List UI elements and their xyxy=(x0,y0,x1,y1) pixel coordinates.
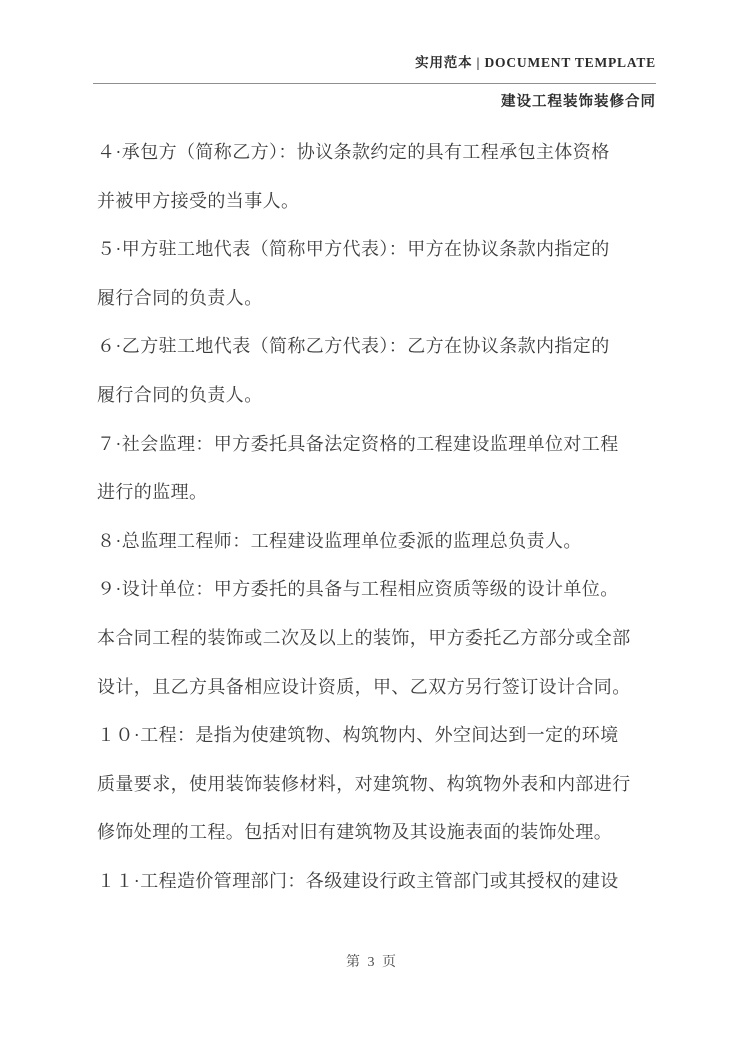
body-line: 进行的监理。 xyxy=(97,482,208,503)
body-line: ７·社会监理：甲方委托具备法定资格的工程建设监理单位对工程 xyxy=(97,433,619,454)
body-line: ６·乙方驻工地代表（简称乙方代表）：乙方在协议条款内指定的 xyxy=(97,336,610,357)
body-line: ５·甲方驻工地代表（简称甲方代表）：甲方在协议条款内指定的 xyxy=(97,239,610,260)
document-body xyxy=(97,128,660,906)
document-title: 建设工程装饰装修合同 xyxy=(501,94,656,110)
body-line: ４·承包方（简称乙方）：协议条款约定的具有工程承包主体资格 xyxy=(97,142,610,162)
body-line: １０·工程：是指为使建筑物、构筑物内、外空间达到一定的环境 xyxy=(97,725,619,746)
body-line: ９·设计单位：甲方委托的具备与工程相应资质等级的设计单位。 xyxy=(97,579,619,600)
body-line: 履行合同的负责人。 xyxy=(97,384,263,405)
header-brand: 实用范本 | DOCUMENT TEMPLATE xyxy=(415,55,656,70)
body-line: 履行合同的负责人。 xyxy=(97,287,263,308)
body-line: 修饰处理的工程。包括对旧有建筑物及其设施表面的装饰处理。 xyxy=(97,822,613,843)
header-rule xyxy=(93,83,656,84)
page-number: 第 3 页 xyxy=(346,955,398,970)
body-line: ８·总监理工程师：工程建设监理单位委派的监理总负责人。 xyxy=(97,530,582,551)
body-line: 设计，且乙方具备相应设计资质，甲、乙双方另行签订设计合同。 xyxy=(97,676,631,697)
body-line: 本合同工程的装饰或二次及以上的装饰，甲方委托乙方部分或全部 xyxy=(97,627,631,648)
body-line: 质量要求，使用装饰装修材料，对建筑物、构筑物外表和内部进行 xyxy=(97,773,631,794)
body-line: 并被甲方接受的当事人。 xyxy=(97,190,300,211)
body-line: １１·工程造价管理部门：各级建设行政主管部门或其授权的建设 xyxy=(97,870,619,891)
